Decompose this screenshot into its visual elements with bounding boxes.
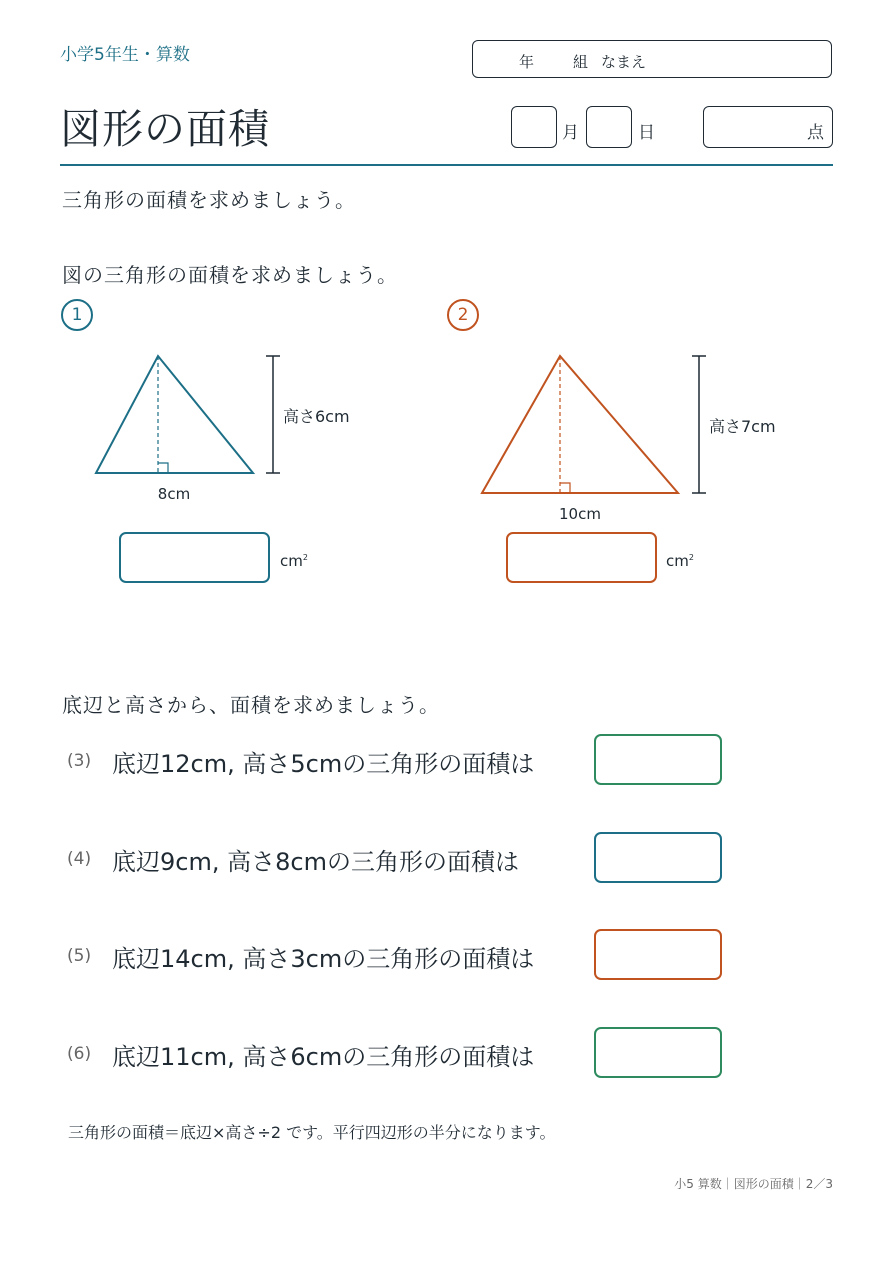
class-label: 組 bbox=[573, 53, 589, 71]
problem-2-number: 2 bbox=[447, 299, 479, 331]
triangle-figures bbox=[0, 0, 893, 620]
triangle-2-height-label: 高さ7cm bbox=[709, 417, 776, 436]
question-6-number: (6) bbox=[67, 1044, 92, 1064]
triangle-2 bbox=[482, 356, 776, 523]
score-label: 点 bbox=[807, 123, 824, 143]
triangle-1-base-label: 8cm bbox=[157, 485, 191, 503]
answer-box-2[interactable] bbox=[506, 532, 657, 583]
formula-note: 三角形の面積＝底辺×高さ÷2 です。平行四辺形の半分になります。 bbox=[68, 1123, 556, 1142]
month-label: 月 bbox=[562, 123, 579, 143]
section1-heading: 図の三角形の面積を求めましょう。 bbox=[62, 263, 398, 287]
intro-text: 三角形の面積を求めましょう。 bbox=[62, 188, 356, 212]
page-footer: 小5 算数｜図形の面積｜2／3 bbox=[674, 1177, 833, 1191]
answer-box-5[interactable] bbox=[594, 929, 722, 980]
answer-box-6[interactable] bbox=[594, 1027, 722, 1078]
question-5-text: 底辺14cm, 高さ3cmの三角形の面積は bbox=[112, 945, 535, 973]
answer-box-3[interactable] bbox=[594, 734, 722, 785]
question-4-text: 底辺9cm, 高さ8cmの三角形の面積は bbox=[112, 848, 519, 876]
question-6-text: 底辺11cm, 高さ6cmの三角形の面積は bbox=[112, 1043, 535, 1071]
triangle-2-base-label: 10cm bbox=[559, 505, 601, 523]
name-label: なまえ bbox=[601, 53, 647, 71]
unit-1: $cm^2$ bbox=[280, 552, 308, 570]
year-label: 年 bbox=[519, 53, 535, 71]
day-label: 日 bbox=[638, 123, 655, 143]
section2-heading: 底辺と高さから、面積を求めましょう。 bbox=[62, 693, 440, 717]
unit-2: $cm^2$ bbox=[666, 552, 694, 570]
question-5-number: (5) bbox=[67, 946, 92, 966]
answer-box-1[interactable] bbox=[119, 532, 270, 583]
question-3-number: (3) bbox=[67, 751, 92, 771]
page-title: 図形の面積 bbox=[60, 105, 270, 153]
answer-box-4[interactable] bbox=[594, 832, 722, 883]
problem-1-number: 1 bbox=[61, 299, 93, 331]
question-4-number: (4) bbox=[67, 849, 92, 869]
grade-subject: 小学5年生・算数 bbox=[60, 45, 190, 65]
question-3-text: 底辺12cm, 高さ5cmの三角形の面積は bbox=[112, 750, 535, 778]
triangle-1 bbox=[96, 356, 350, 503]
triangle-1-height-label: 高さ6cm bbox=[283, 407, 350, 426]
